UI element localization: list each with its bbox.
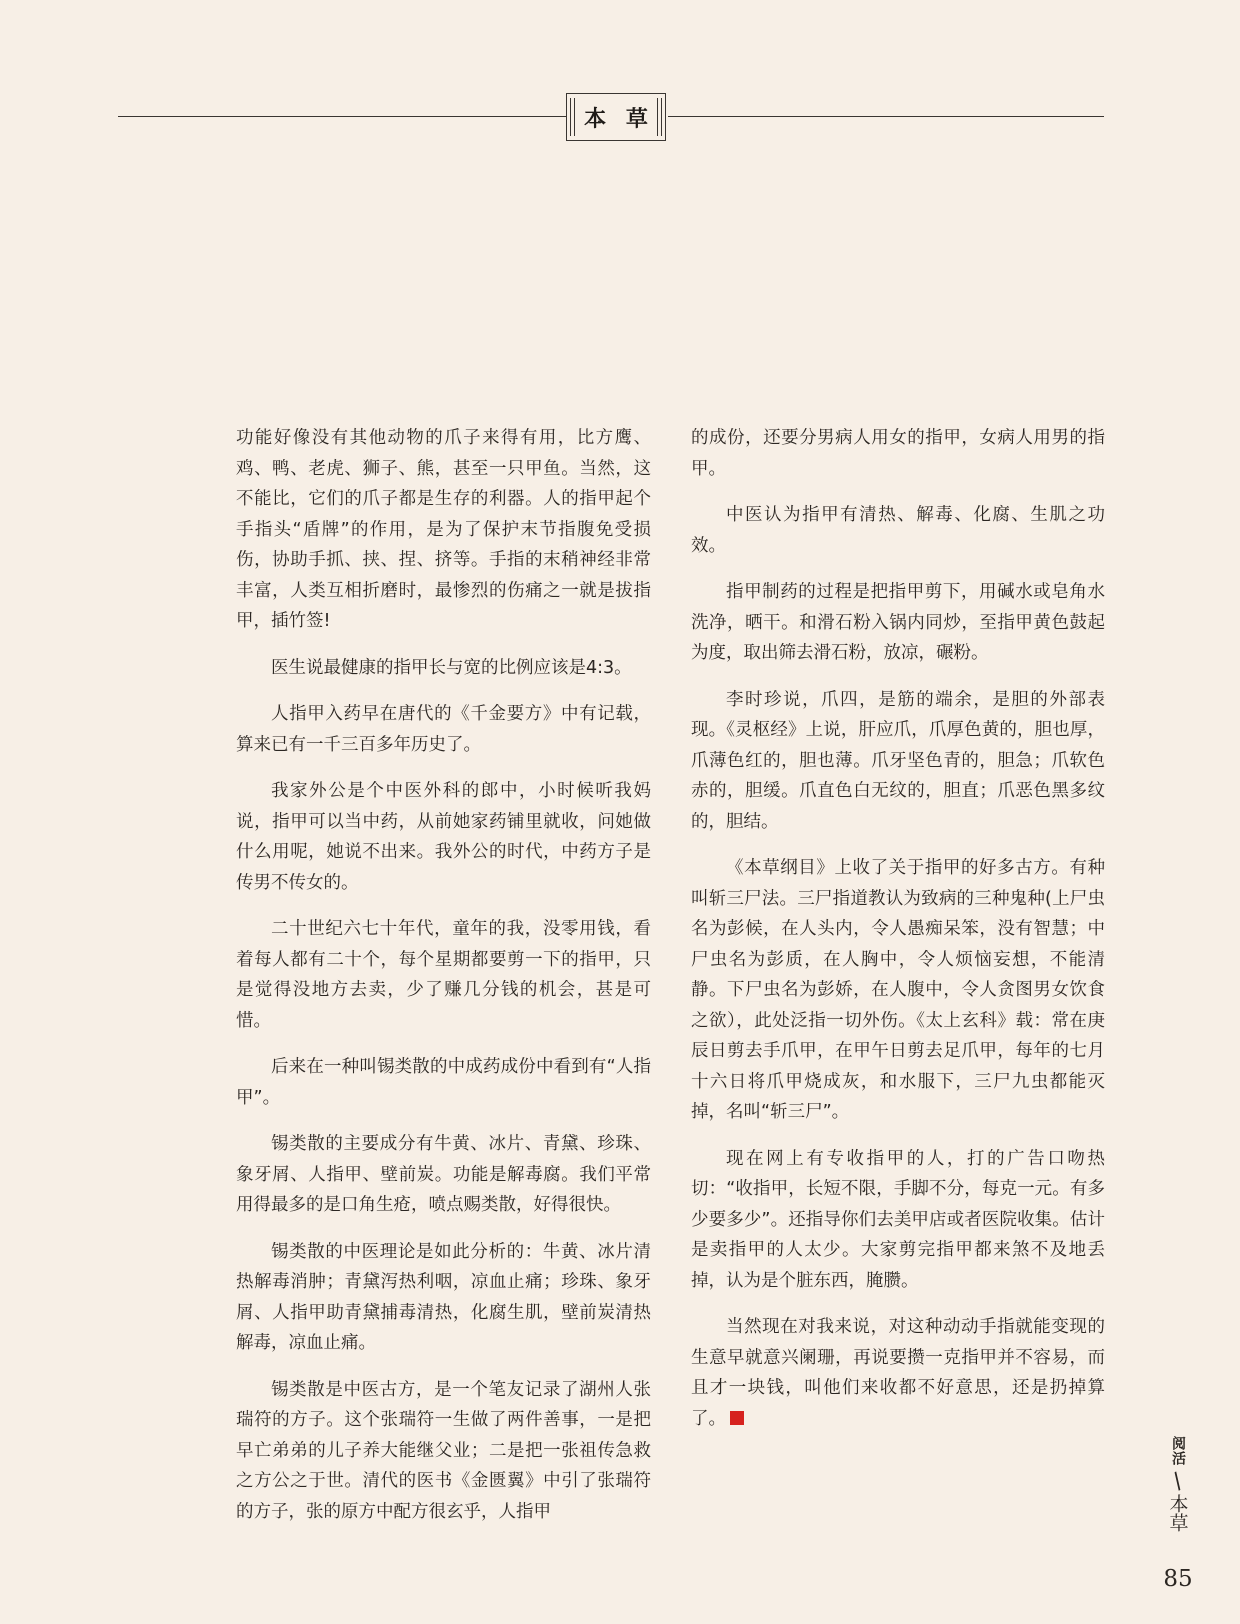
header-rule-right (668, 116, 1104, 117)
paragraph-text: 当然现在对我来说，对这种动动手指就能变现的生意早就意兴阑珊，再说要攒一克指甲并不容易，而且才一块钱，叫他们来收都不好意思，还是扔掉算了。 (691, 1317, 1105, 1429)
paragraph: 中医认为指甲有清热、解毒、化腐、生肌之功效。 (691, 505, 1105, 556)
paragraph: 锡类散的主要成分有牛黄、冰片、青黛、珍珠、象牙屑、人指甲、壁前炭。功能是解毒腐。我们平常用得最多的是口角生疮，喷点赐类散，好得很快。 (236, 1134, 651, 1215)
final-paragraph (691, 1312, 1105, 1434)
section-title: 本 草 (584, 106, 654, 132)
article-column-right (691, 423, 1105, 1450)
magazine-name: 阅活 (1170, 1436, 1186, 1466)
paragraph: 功能好像没有其他动物的爪子来得有用，比方鹰、鸡、鸭、老虎、狮子、熊，甚至一只甲鱼。当然，这不能比，它们的爪子都是生存的利器。人的指甲起个手指头“盾牌”的作用，是为了保护末节指腹免受损伤，协助手抓、挟、捏、挤等。手指的末稍神经非常丰富，人类互相折磨时，最惨烈的伤痛之一就是拔指甲，插竹签! (236, 428, 651, 631)
section-title-box (566, 93, 666, 141)
paragraph: 的成份，还要分男病人用女的指甲，女病人用男的指甲。 (691, 428, 1105, 479)
title-box-ornament-left (570, 98, 571, 136)
paragraph: 《本草纲目》上收了关于指甲的好多古方。有种叫斩三尸法。三尸指道教认为致病的三种鬼种(上尸虫名为彭候，在人头内，令人愚痴呆笨，没有智慧；中尸虫名为彭质，在人胸中，令人烦恼妄想，不能清静。下尸虫名为彭娇，在人腹中，令人贪图男女饮食之欲），此处泛指一切外伤。《太上玄科》载：常在庚辰日剪去手爪甲，在甲午日剪去足爪甲，每年的七月十六日将爪甲烧成灰，和水服下，三尸九虫都能灭掉，名叫“斩三尸”。 (691, 858, 1105, 1122)
end-of-article-square-icon (730, 1411, 744, 1425)
paragraph: 锡类散的中医理论是如此分析的：牛黄、冰片清热解毒消肿；青黛泻热利咽，凉血止痛；珍珠、象牙屑、人指甲助青黛捕毒清热，化腐生肌，壁前炭清热解毒，凉血止痛。 (236, 1241, 651, 1353)
footer-separator: / (1168, 1468, 1188, 1495)
title-box-inner (574, 98, 658, 136)
paragraph: 我家外公是个中医外科的郎中，小时候听我妈说，指甲可以当中药，从前她家药铺里就收，问她做什么用呢，她说不出来。我外公的时代，中药方子是传男不传女的。 (236, 781, 651, 893)
article-column-left (236, 423, 651, 1543)
page-number: 85 (1163, 1566, 1193, 1592)
paragraph: 后来在一种叫锡类散的中成药成份中看到有“人指甲”。 (236, 1057, 651, 1108)
paragraph: 现在网上有专收指甲的人，打的广告口吻热切：“收指甲，长短不限，手脚不分，每克一元。有多少要多少”。还指导你们去美甲店或者医院收集。估计是卖指甲的人太少。大家剪完指甲都来煞不及地丢掉，认为是个脏东西，腌臜。 (691, 1148, 1105, 1291)
paragraph: 二十世纪六七十年代，童年的我，没零用钱，看着每人都有二十个，每个星期都要剪一下的指甲，只是觉得没地方去卖，少了赚几分钱的机会，甚是可惜。 (236, 919, 651, 1031)
title-box-ornament-right (661, 98, 662, 136)
footer-section-name: 本草 (1166, 1494, 1189, 1532)
paragraph: 人指甲入药早在唐代的《千金要方》中有记载，算来已有一千三百多年历史了。 (236, 704, 651, 755)
running-footer (1158, 1436, 1198, 1536)
paragraph: 锡类散是中医古方，是一个笔友记录了湖州人张瑞符的方子。这个张瑞符一生做了两件善事，一是把早亡弟弟的儿子养大能继父业；二是把一张祖传急救之方公之于世。清代的医书《金匮翼》中引了张瑞符的方子，张的原方中配方很玄乎，人指甲 (236, 1379, 651, 1522)
paragraph: 李时珍说，爪四，是筋的端余，是胆的外部表现。《灵枢经》上说，肝应爪，爪厚色黄的，胆也厚，爪薄色红的，胆也薄。爪牙坚色青的，胆急；爪软色赤的，胆缓。爪直色白无纹的，胆直；爪恶色黑多纹的，胆结。 (691, 689, 1105, 832)
paragraph: 指甲制药的过程是把指甲剪下，用碱水或皂角水洗净，晒干。和滑石粉入锅内同炒，至指甲黄色鼓起为度，取出筛去滑石粉，放凉，碾粉。 (691, 582, 1105, 663)
paragraph: 医生说最健康的指甲长与宽的比例应该是4:3。 (271, 657, 632, 678)
header-rule-left (118, 116, 568, 117)
